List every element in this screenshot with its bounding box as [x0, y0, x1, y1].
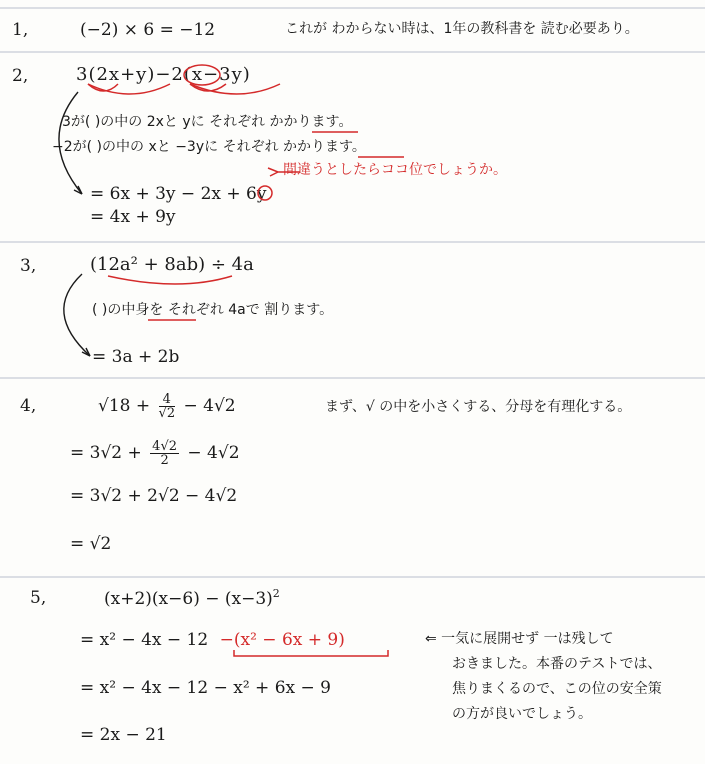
p2-curve-arrow-head — [74, 186, 82, 194]
problem-3-line1: ( )の中身を それぞれ 4aで 割ります。 — [92, 302, 334, 318]
p3-arc — [108, 276, 232, 284]
problem-4-fraction-bottom: √2 — [158, 406, 176, 421]
p3-curve-arrow-head — [82, 348, 90, 356]
problem-2-expression: 3(2x+y)−2(x−3y) — [76, 64, 251, 85]
problem-1-number: 1, — [12, 20, 29, 40]
problem-5-note-line3: 焦りまくるので、この位の安全策 — [452, 681, 662, 697]
p2-arc-4 — [190, 84, 280, 94]
p2-arc-1 — [88, 84, 118, 91]
problem-5-exponent: 2 — [272, 587, 280, 600]
problem-4-step1-fraction-bottom: 2 — [160, 453, 169, 468]
problem-2-step2: = 4x + 9y — [90, 207, 176, 227]
problem-5-step1-black: = x² − 4x − 12 — [80, 630, 209, 650]
problem-4-root-term: √18 + — [98, 396, 151, 416]
p2-arc-3 — [190, 84, 226, 91]
problem-5-expression — [104, 588, 280, 608]
problem-5-number: 5, — [30, 588, 47, 608]
problem-1-note: これが わからない時は、1年の教科書を 読む必要あり。 — [285, 21, 639, 37]
problem-4-step3: = √2 — [70, 534, 112, 554]
problem-4-step1-fraction-top: 4√2 — [152, 439, 177, 454]
problem-3-expression: (12a² + 8ab) ÷ 4a — [90, 254, 254, 275]
problem-5-step1-red: −(x² − 6x + 9) — [219, 630, 345, 650]
problem-5-note-line4: の方が良いでしょう。 — [452, 706, 592, 722]
p5-bracket — [234, 650, 388, 656]
problem-4-step2: = 3√2 + 2√2 − 4√2 — [70, 486, 238, 506]
problem-2-red-note: 間違うとしたらココ位でしょうか。 — [283, 162, 507, 178]
problem-4-step1 — [70, 440, 240, 467]
problem-1-expression: (−2) × 6 = −12 — [80, 20, 216, 40]
problem-5-note-line2: おきました。本番のテストでは、 — [452, 656, 662, 672]
problem-2-line1: 3が( )の中の 2xと yに それぞれ かかります。 — [62, 114, 353, 130]
problem-4-step1-a: = 3√2 + — [70, 443, 142, 463]
problem-5-step1 — [80, 632, 345, 649]
problem-2-number: 2, — [12, 66, 29, 86]
problem-4-fraction — [159, 393, 176, 420]
problem-2-line2: −2が( )の中の xと −3yに それぞれ かかります。 — [52, 139, 366, 155]
p2-arc-2 — [88, 84, 170, 94]
problem-4-note: まず、√ の中を小さくする、分母を有理化する。 — [325, 399, 632, 415]
problem-5-note-line1: ⇐ 一気に展開せず 一は残して — [425, 631, 614, 647]
problem-5-step2: = x² − 4x − 12 − x² + 6x − 9 — [80, 678, 331, 698]
problem-3-number: 3, — [20, 256, 37, 276]
p3-curve-arrow — [64, 274, 90, 356]
problem-4-step1-b: − 4√2 — [187, 443, 240, 463]
problem-4-fraction-top: 4 — [159, 393, 176, 407]
problem-5-expression-base: (x+2)(x−6) − (x−3) — [104, 589, 273, 609]
problem-3-step1: = 3a + 2b — [92, 347, 180, 367]
problem-5-step3: = 2x − 21 — [80, 725, 167, 745]
problem-4-expression — [98, 393, 236, 420]
problem-4-tail: − 4√2 — [183, 396, 236, 416]
problem-4-number: 4, — [20, 396, 37, 416]
problem-2-step1: = 6x + 3y − 2x + 6y — [90, 184, 267, 204]
problem-4-step1-fraction — [150, 440, 179, 467]
